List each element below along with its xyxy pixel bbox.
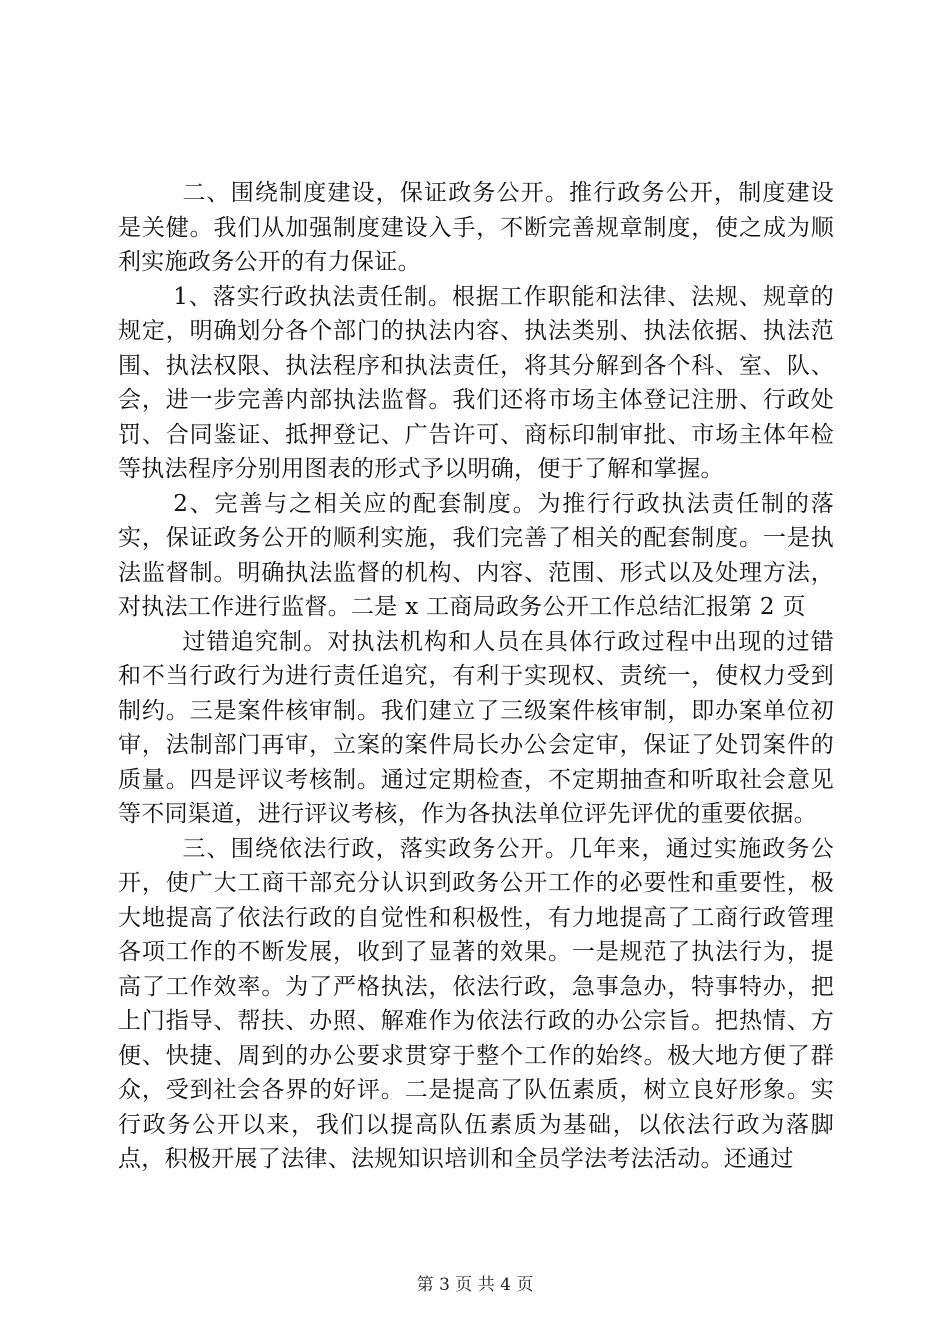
paragraph-lawful-administration: 三、围绕依法行政，落实政务公开。几年来，通过实施政务公开，使广大工商干部充分认识到政务公开工作的必要性和重要性，极大地提高了依法行政的自觉性和积极性，有力地提高了工商行政管理各项工作的不断发展，收到了显著的效果。一是规范了执法行为，提高了工作效率。为了严格执法，依法行政，急事急办，特事特办，把上门指导、帮扶、办照、解难作为依法行政的办公宗旨。把热情、方便、快捷、周到的办公要求贯穿于整个工作的始终。极大地方便了群众，受到社会各界的好评。二是提高了队伍素质，树立良好形象。实行政务公开以来，我们以提高队伍素质为基础，以依法行政为落脚点，积极开展了法律、法规知识培训和全员学法考法活动。还通过	[118, 835, 834, 1172]
paragraph-supporting-systems: 2、完善与之相关应的配套制度。为推行行政执法责任制的落实，保证政务公开的顺利实施，我们完善了相关的配套制度。一是执法监督制。明确执法监督的机构、内容、范围、形式以及处理方法，对执法工作进行监督。二是 x 工商局政务公开工作总结汇报第 2 页	[118, 490, 834, 620]
page-footer: 第 3 页 共 4 页	[416, 1275, 534, 1295]
document-body	[118, 176, 834, 1177]
paragraph-error-accountability: 过错追究制。对执法机构和人员在具体行政过程中出现的过错和不当行政行为进行责任追究，有利于实现权、责统一，使权力受到制约。三是案件核审制。我们建立了三级案件核审制，即办案单位初审，法制部门再审，立案的案件局长办公会定审，保证了处罚案件的质量。四是评议考核制。通过定期检查，不定期抽查和听取社会意见等不同渠道，进行评议考核，作为各执法单位评先评优的重要依据。	[118, 628, 834, 827]
paragraph-enforcement-responsibility: 1、落实行政执法责任制。根据工作职能和法律、法规、规章的规定，明确划分各个部门的执法内容、执法类别、执法依据、执法范围、执法权限、执法程序和执法责任，将其分解到各个科、室、队、会，进一步完善内部执法监督。我们还将市场主体登记注册、行政处罚、合同鉴证、抵押登记、广告许可、商标印制审批、市场主体年检等执法程序分别用图表的形式予以明确，便于了解和掌握。	[118, 283, 834, 482]
paragraph-institution-building: 二、围绕制度建设，保证政务公开。推行政务公开，制度建设是关健。我们从加强制度建设入手，不断完善规章制度，使之成为顺利实施政务公开的有力保证。	[118, 180, 834, 275]
